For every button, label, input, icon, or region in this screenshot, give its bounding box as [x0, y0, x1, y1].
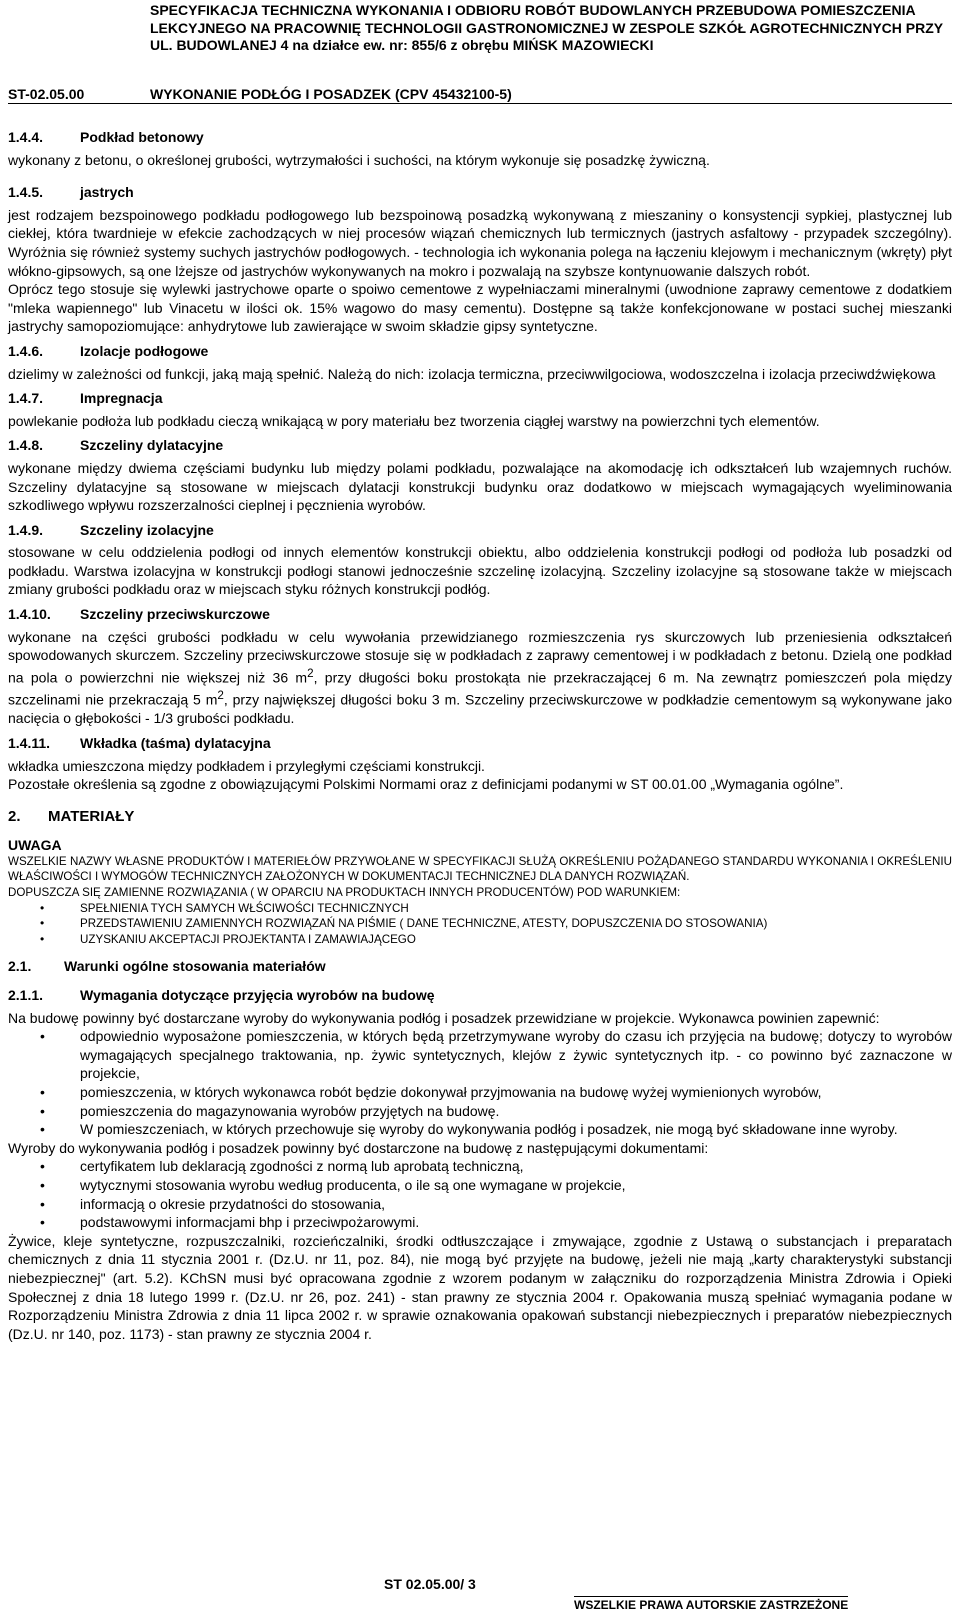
section-text-2-1-1: Na budowę powinny być dostarczane wyroby do wykonywania podłóg i posadzek przewidziane w projekcie. Wykonawca powinien zapewnić: [8, 1009, 880, 1026]
section-number: 1.4.10. [8, 606, 51, 623]
document-body [8, 122, 952, 1343]
copyright-notice: WSZELKIE PRAWA AUTORSKIE ZASTRZEŻONE [574, 1598, 849, 1612]
section-title: Warunki ogólne stosowania materiałów [64, 958, 326, 975]
section-text-1-4-5-cont: Oprócz tego stosuje się wylewki jastrychowe oparte o spoiwo cementowe z wypełniaczami mineralnymi (uwodnione zaprawy cementowe z dodatkiem "mleka wapiennego" lub Vinacetu w ilości ok. 15% wagowo do masy cementu). Dostępne są także konfekcjonowane w postaci suchej mieszanki jastrychy samopoziomujące: anhydrytowe lub zawierające w swoim składzie gipsy syntetyczne. [8, 281, 952, 335]
section-title: Szczeliny przeciwskurczowe [80, 606, 270, 623]
section-title: Szczeliny dylatacyjne [80, 437, 224, 454]
section-number: 1.4.6. [8, 342, 44, 359]
section-title: Wkładka (taśma) dylatacyjna [80, 734, 271, 751]
section-number: 1.4.4. [8, 129, 44, 145]
section-number: 1.4.7. [8, 390, 44, 407]
text-part: , przy długości boku prostokąta nie przekraczającej 6 m. Na zewnątrz pomieszczeń pola między szczelinami nie przekraczają 5 m [8, 669, 952, 708]
note-text: WSZELKIE NAZWY WŁASNE PRODUKTÓW I MATERIEŁÓW PRZYWOŁANE W SPECYFIKACJI SŁUŻĄ OKREŚLENIU POŻĄDANEGO STANDARDU WYKONANIA I OKREŚLENIU WŁAŚCIWOŚCI I WYMOGÓW TECHNICZNYCH ZAŁOŻONYCH W DOKUMENTACJI TECHNICZNEJ DLA DANYCH ROZWIĄZAŃ. [8, 854, 952, 883]
section-number: 1.4.11. [8, 734, 51, 751]
list-item: • W pomieszczeniach, w których przechowuje się wyroby do wykonywania podłóg i posadzek, nie mogą być składowane inne wyroby. [80, 1120, 952, 1139]
list-item: • certyfikatem lub deklaracją zgodności z normą lub aprobatą techniczną, [80, 1157, 952, 1176]
section-text-1-4-6: dzielimy w zależności od funkcji, jaką mają spełnić. Należą do nich: izolacja termiczna, przeciwwilgociowa, wodoszczelna i izolacja przeciwdźwiękowa [8, 365, 936, 382]
list-item: • PRZEDSTAWIENIU ZAMIENNYCH ROZWIĄZAŃ NA PIŚMIE ( DANE TECHNICZNE, ATESTY, DOPUSZCZENIA DO STOSOWANIA) [80, 916, 952, 932]
section-title: Wymagania dotyczące przyjęcia wyrobów na budowę [80, 987, 435, 1004]
list-item: • SPEŁNIENIA TYCH SAMYCH WŁŚCIWOŚCI TECHNICZNYCH [80, 901, 952, 917]
section-heading-1-4-10 [8, 599, 952, 624]
chemicals-paragraph: Żywice, kleje syntetyczne, rozpuszczalniki, rozcieńczalniki, środki odtłuszczające i zmywające, zgodnie z Ustawą o substancjach i preparatach chemicznych z dnia 11 stycznia 2001 r. (Dz.U. nr 11, poz. 84), nie mogą być przyjęte na budowę, jeżeli nie mają „karty charakterystyki substancji niebezpiecznej" (art. 5.2). KChSN musi być opracowana zgodnie z wzorem podanym w załączniku do rozporządzenia Ministra Zdrowia i Opieki Społecznej z dnia 18 lutego 1999 r. (Dz.U. nr 26, poz. 241) - stan prawny ze stycznia 2004 r. Opakowania muszą spełniać wymagania podane w Rozporządzeniu Ministra Zdrowia z dnia 11 lipca 2002 r. w sprawie oznakowania opakowań substancji niebezpiecznych i preparatów niebezpiecznych (Dz.U. nr 140, poz. 1173) - stan prawny ze stycznia 2004 r. [8, 1232, 952, 1342]
list-item: • pomieszczenia, w których wykonawca robót będzie dokonywał przyjmowania na budowę wyżej wymienionych wyrobów, [80, 1083, 952, 1102]
list-item: • odpowiednio wyposażone pomieszczenia, w których będą przetrzymywane wyroby do czasu ich przyjęcia na budowę; dotyczy to wyrobów wymagających specjalnego traktowania, np. żywic syntetycznych, klejów z żywic syntetycznych itp. - co powinno być zaznaczone w projekcie, [80, 1027, 952, 1083]
list-item: • wytycznymi stosowania wyrobu według producenta, o ile są one wymagane w projekcie, [80, 1176, 952, 1195]
section-title: Izolacje podłogowe [80, 342, 209, 359]
text-part: wykonane na części grubości podkładu w celu wywołania przewidzianego rozmieszczenia rys skurczowych lub przeniesienia odkształceń spowodowanych skurczem. Szczeliny przeciwskurczowe stosuje się w podkładach z zaprawy cementowej i w podkładach z betonu. Dzielą one podkład na pola o powierzchni nie większej niż 36 m [8, 628, 952, 686]
section-heading-1-4-8 [8, 430, 952, 455]
section-number: 1.4.8. [8, 437, 44, 454]
section-heading-2-1 [8, 951, 952, 976]
section-number: 1.4.9. [8, 521, 44, 538]
section-text-1-4-10 [8, 628, 952, 728]
superscript: 2 [217, 689, 224, 703]
conditions-list [8, 901, 952, 948]
header-divider [8, 103, 952, 104]
section-heading-1-4-9 [8, 515, 952, 540]
document-header [8, 2, 952, 102]
section-heading-1-4-6 [8, 336, 952, 361]
superscript: 2 [307, 666, 314, 680]
documents-intro: Wyroby do wykonywania podłóg i posadzek powinny być dostarczone na budowę z następującymi dokumentami: [8, 1139, 709, 1156]
section-heading-1-4-4 [8, 122, 952, 147]
definitions-reference: Pozostałe określenia są zgodne z obowiązującymi Polskimi Normami oraz z definicjami podanymi w ST 00.01.00 „Wymagania ogólne”. [8, 776, 844, 793]
page-number: ST 02.05.00/ 3 [384, 1576, 476, 1592]
section-text-1-4-5: jest rodzajem bezspoinowego podkładu podłogowego lub bezspoinową posadzką wykonywaną z mieszaniny o konsystencji sypkiej, plastycznej lub ciekłej, która twardnieje w efekcie zachodzących w niej procesów wiązań chemicznych lub termicznych (jastrych asfaltowy - przypadek szczególny). Wyróżnia się również systemy suchych jastrychów podłogowych. - technologia ich wykonania polega na łączeniu klejowym i mechanicznym (wkręty) płyt włókno-gipsowych, są one lżejsze od jastrychów wykonywanych na mokro i pozwalają na szybsze kontynuowanie dalszych robót. [8, 206, 952, 279]
section-text-1-4-9: stosowane w celu oddzielenia podłogi od innych elementów konstrukcji obiektu, albo oddzielenia konstrukcji podłogi od podłoża lub posadzki od podkładu. Warstwa izolacyjna w konstrukcji podłogi stanowi jednocześnie szczelinę izolacyjną. Szczeliny izolacyjne są stosowane także w miejscach zmiany grubości podkładu oraz w miejscach styku różnych konstrukcji podłóg. [8, 544, 952, 598]
requirements-list [8, 1027, 952, 1139]
spec-title: SPECYFIKACJA TECHNICZNA WYKONANIA I ODBIORU ROBÓT BUDOWLANYCH PRZEBUDOWA POMIESZCZENIA LEKCYJNEGO NA PRACOWNIĘ TECHNOLOGII GASTRONOMICZNEJ W ZESPOLE SZKÓŁ AGROTECHNICZNYCH PRZY UL. BUDOWLANEJ 4 na działce ew. nr: 855/6 z obrębu MIŃSK MAZOWIECKI [150, 2, 943, 54]
section-heading-1-4-7 [8, 383, 952, 408]
section-number: 2.1.1. [8, 987, 44, 1004]
list-item: • podstawowymi informacjami bhp i przeciwpożarowymi. [80, 1213, 952, 1232]
section-heading-2-1-1 [8, 980, 952, 1005]
text-part: , przy największej długości boku 3 m. Szczeliny przeciwskurczowe w podkładzie cementowym są wykonywane jako nacięcia o głębokości - 1/3 grubości podkładu. [8, 691, 953, 727]
section-number: 2.1. [8, 958, 32, 975]
spec-code: ST-02.05.00 [8, 86, 85, 102]
section-number: 2. [8, 807, 21, 825]
section-title: Impregnacja [80, 390, 163, 407]
list-item: • UZYSKANIU AKCEPTACJI PROJEKTANTA I ZAMAWIAJĄCEGO [80, 932, 952, 948]
section-title: MATERIAŁY [48, 807, 135, 825]
section-text-1-4-7: powlekanie podłoża lub podkładu cieczą wnikającą w pory materiału bez tworzenia ciągłej warstwy na powierzchni tych elementów. [8, 412, 820, 429]
list-item: • informacją o okresie przydatności do stosowania, [80, 1195, 952, 1214]
section-heading-1-4-5 [8, 177, 952, 202]
section-text-1-4-8: wykonane między dwiema częściami budynku lub między polami podkładu, pozwalające na akomodację ich odkształceń lub wzajemnych ruchów. Szczeliny dylatacyjne są stosowane w miejscach dylatacji konstrukcji budynku oraz dodatkowo w miejscach wymagających wyeliminowania szkodliwego wpływu rozszerzalności cieplnej i pęcznienia wyrobów. [8, 459, 952, 514]
list-item: • pomieszczenia do magazynowania wyrobów przyjętych na budowę. [80, 1102, 952, 1121]
spec-subtitle: WYKONANIE PODŁÓG I POSADZEK (CPV 45432100-5) [150, 86, 512, 102]
section-text-1-4-11: wkładka umieszczona między podkładem i przyległymi częściami konstrukcji. [8, 757, 485, 774]
section-title: Szczeliny izolacyjne [80, 521, 214, 538]
note-heading: UWAGA [8, 837, 62, 854]
section-heading-2 [8, 802, 952, 827]
note-conditions-intro: DOPUSZCZA SIĘ ZAMIENNE ROZWIĄZANIA ( W OPARCIU NA PRODUKTACH INNYCH PRODUCENTÓW) POD WARUNKIEM: [8, 886, 681, 900]
section-number: 1.4.5. [8, 184, 44, 201]
section-title: Podkład betonowy [80, 129, 204, 145]
documents-list [8, 1157, 952, 1231]
section-title: jastrych [80, 184, 134, 201]
section-text-1-4-4: wykonany z betonu, o określonej grubości, wytrzymałości i suchości, na którym wykonuje się posadzkę żywiczną. [8, 151, 710, 168]
section-heading-1-4-11 [8, 728, 952, 753]
